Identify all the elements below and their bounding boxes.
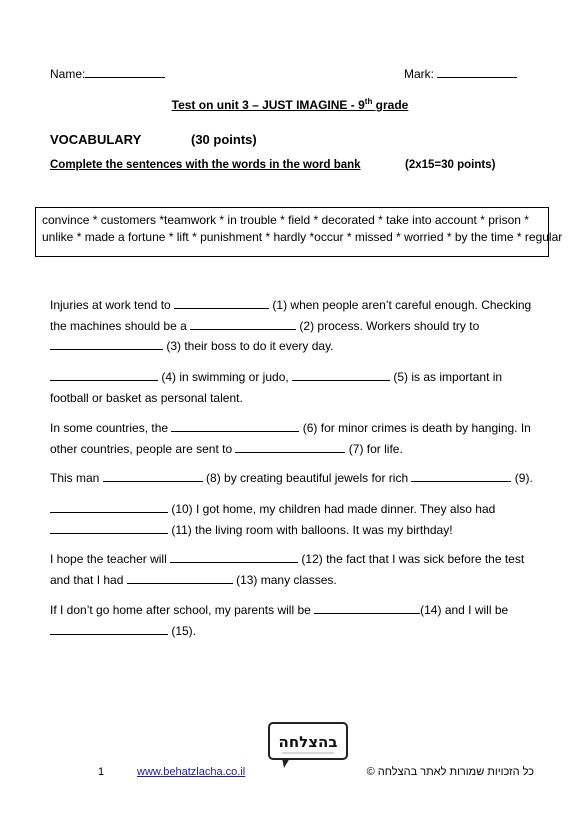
word-bank bbox=[35, 207, 563, 257]
instruction-points: (2x15=30 points) bbox=[405, 159, 496, 171]
sentence-text: (5) is as important in bbox=[390, 370, 503, 384]
answer-blank[interactable] bbox=[171, 420, 299, 432]
answer-blank[interactable] bbox=[235, 441, 345, 453]
sentence-text: This man bbox=[50, 471, 103, 485]
answer-blank[interactable] bbox=[190, 318, 296, 330]
exercise-paragraph bbox=[50, 295, 530, 357]
word-bank-line-2: unlike * made a fortune * lift * punishment * hardly *occur * missed * worried * by the time * regular bbox=[42, 230, 563, 244]
sentence-text: (12) the fact that I was sick before the test bbox=[298, 552, 525, 566]
footer-link-wrap bbox=[137, 766, 245, 778]
sentence-text: If I don’t go home after school, my parents will be bbox=[50, 603, 315, 617]
sentence-text: I hope the teacher will bbox=[50, 552, 171, 566]
sentence-text: other countries, people are sent to bbox=[50, 441, 236, 456]
sentence-text: (1) when people aren’t careful enough. Checking bbox=[269, 298, 532, 312]
sentence-line bbox=[50, 295, 530, 316]
sentence-text: (4) in swimming or judo, bbox=[158, 370, 293, 384]
sentence-text: (9). bbox=[511, 471, 533, 485]
name-label: Name: bbox=[50, 67, 86, 81]
instruction: Complete the sentences with the words in the word bank bbox=[50, 159, 361, 171]
exercise-paragraph bbox=[50, 600, 530, 641]
behatzlacha-logo bbox=[268, 722, 348, 764]
sentence-text: (13) many classes. bbox=[232, 572, 337, 587]
sentence-line bbox=[50, 468, 533, 489]
word-bank-line-1: convince * customers *teamwork * in trouble * field * decorated * take into account * prison * bbox=[42, 213, 529, 227]
sentence-text: (7) for life. bbox=[345, 441, 403, 456]
sentence-line bbox=[50, 621, 530, 642]
sentence-line bbox=[50, 367, 530, 388]
sentence-line bbox=[50, 388, 530, 409]
title-suffix: grade bbox=[372, 98, 409, 112]
sentence-text: (11) the living room with balloons. It was my birthday! bbox=[168, 522, 453, 537]
sentence-text: (6) for minor crimes is death by hanging. In bbox=[299, 421, 531, 435]
answer-blank[interactable] bbox=[50, 623, 168, 635]
page-title bbox=[0, 97, 580, 112]
section-points: (30 points) bbox=[191, 132, 257, 147]
sentence-text: (10) I got home, my children had made dinner. They also had bbox=[168, 502, 496, 516]
answer-blank[interactable] bbox=[50, 338, 163, 350]
exercise-paragraph bbox=[50, 367, 530, 408]
sentence-line bbox=[50, 316, 530, 337]
sentence-text: (15). bbox=[168, 623, 197, 638]
logo-text: בהצלחה bbox=[278, 733, 338, 751]
title-superscript: th bbox=[364, 97, 373, 106]
sentence-line bbox=[50, 520, 530, 541]
sentence-text: (14) and I will be bbox=[420, 603, 509, 617]
answer-blank[interactable] bbox=[170, 551, 298, 563]
website-link[interactable]: www.behatzlacha.co.il bbox=[137, 766, 246, 778]
mark-blank[interactable] bbox=[437, 66, 517, 78]
sentence-line bbox=[50, 439, 530, 460]
sentence-text: Injuries at work tend to bbox=[50, 298, 175, 312]
sentence-text: (3) their boss to do it every day. bbox=[163, 339, 334, 353]
sentence-line bbox=[50, 336, 530, 357]
exercise-paragraph bbox=[50, 549, 530, 590]
logo-badge-icon bbox=[268, 722, 348, 770]
sentence-text: (2) process. Workers should try to bbox=[296, 318, 480, 333]
page-number: 1 bbox=[98, 766, 105, 778]
title-text: Test on unit 3 – JUST IMAGINE - 9 bbox=[171, 98, 365, 112]
answer-blank[interactable] bbox=[411, 470, 511, 482]
sentence-line bbox=[50, 418, 530, 439]
mark-field bbox=[404, 66, 517, 81]
sentence-text: In some countries, the bbox=[50, 421, 172, 435]
sentence-text: the machines should be a bbox=[50, 318, 191, 333]
answer-blank[interactable] bbox=[127, 572, 233, 584]
name-field bbox=[50, 66, 165, 81]
exercise-paragraph bbox=[50, 499, 530, 540]
sentence-line bbox=[50, 600, 530, 621]
sentence-line bbox=[50, 499, 530, 520]
answer-blank[interactable] bbox=[50, 369, 158, 381]
answer-blank[interactable] bbox=[314, 602, 420, 614]
answer-blank[interactable] bbox=[292, 369, 390, 381]
mark-label: Mark: bbox=[404, 67, 434, 81]
name-blank[interactable] bbox=[85, 66, 165, 78]
sentence-text: football or basket as personal talent. bbox=[50, 390, 243, 405]
sentence-line bbox=[50, 570, 530, 591]
sentence-text: and that I had bbox=[50, 572, 127, 587]
exercise-paragraph bbox=[50, 468, 533, 489]
answer-blank[interactable] bbox=[50, 522, 168, 534]
sentence-text: (8) by creating beautiful jewels for rich bbox=[202, 471, 412, 485]
sentence-line bbox=[50, 549, 530, 570]
copyright-notice: כל הזכויות שמורות לאתר בהצלחה © bbox=[366, 766, 534, 778]
answer-blank[interactable] bbox=[103, 470, 203, 482]
section-heading: VOCABULARY bbox=[50, 132, 142, 147]
answer-blank[interactable] bbox=[50, 501, 168, 513]
answer-blank[interactable] bbox=[174, 297, 269, 309]
exercise-paragraph bbox=[50, 418, 530, 459]
